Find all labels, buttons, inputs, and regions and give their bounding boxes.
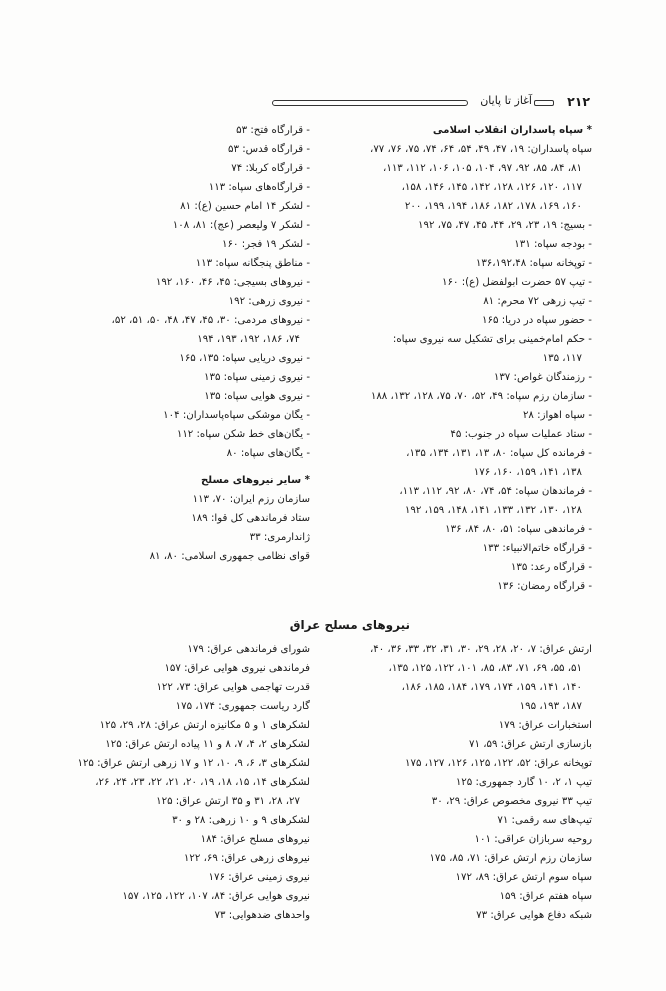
index-entry: - قرارگاه رمضان: ۱۳۶ xyxy=(497,581,592,592)
index-entry: - نیروی هوایی سپاه: ۱۳۵ xyxy=(204,391,310,402)
spacer xyxy=(60,463,310,471)
index-entry: تیپ ۱، ۲، ۱۰ گارد جمهوری: ۱۲۵ xyxy=(455,777,592,788)
header-ornament xyxy=(534,100,554,106)
index-entry: - نیروهای مردمی: ۳۰، ۴۵، ۴۷، ۴۸، ۵۰، ۵۱، ۵۲، xyxy=(111,315,310,326)
index-entry: - لشکر ۱۴ امام حسین (ع): ۸۱ xyxy=(180,201,310,212)
running-title: آغاز تا پایان xyxy=(480,94,532,107)
index-entry: استخبارات عراق: ۱۷۹ xyxy=(498,720,592,731)
index-entry: لشکرهای ۱۴، ۱۵، ۱۸، ۱۹، ۲۰، ۲۱، ۲۲، ۲۳، ۲۴، ۲۶، xyxy=(95,777,310,788)
index-entry: واحدهای ضدهوایی: ۷۳ xyxy=(214,910,310,921)
index-entry: - نیروهای بسیجی: ۴۵، ۴۶، ۱۶۰، ۱۹۲ xyxy=(155,277,310,288)
index-entry: نیروهای زرهی عراق: ۶۹، ۱۲۲ xyxy=(183,853,310,864)
index-entry: فرماندهی نیروی هوایی عراق: ۱۵۷ xyxy=(164,663,310,674)
index-entry: - بودجه سپاه: ۱۳۱ xyxy=(514,239,592,250)
index-entry: گارد ریاست جمهوری: ۱۷۴، ۱۷۵ xyxy=(175,701,310,712)
index-column-right-lower xyxy=(302,640,592,925)
index-entry: - یگان موشکی سپاه‌پاسداران: ۱۰۴ xyxy=(163,410,310,421)
index-entry-continuation: ۱۶۰، ۱۶۹، ۱۷۸، ۱۸۲، ۱۸۶، ۱۹۴، ۱۹۹، ۲۰۰ xyxy=(404,201,582,212)
header-rule xyxy=(272,100,468,106)
index-entry: سپاه سوم ارتش عراق: ۸۹، ۱۷۲ xyxy=(455,872,592,883)
index-entry-continuation: ۱۸۷، ۱۹۳، ۱۹۵ xyxy=(519,701,582,712)
index-entry: بازسازی ارتش عراق: ۵۹، ۷۱ xyxy=(469,739,592,750)
index-entry-continuation: ۱۴۰، ۱۴۱، ۱۵۹، ۱۷۴، ۱۷۹، ۱۸۴، ۱۸۵، ۱۸۶، xyxy=(401,682,582,693)
index-entry: لشکرهای ۳، ۶، ۹، ۱۰، ۱۲ و ۱۷ زرهی ارتش عراق: ۱۲۵ xyxy=(77,758,310,769)
index-entry: - سپاه اهواز: ۲۸ xyxy=(522,410,592,421)
index-entry: توپخانه عراق: ۵۲، ۱۲۲، ۱۲۵، ۱۲۶، ۱۲۷، ۱۷۵ xyxy=(405,758,592,769)
index-entry: ستاد فرماندهی کل قوا: ۱۸۹ xyxy=(191,513,310,524)
index-entry-continuation: ۱۲۸، ۱۳۰، ۱۳۲، ۱۳۳، ۱۴۱، ۱۴۸، ۱۵۹، ۱۹۲ xyxy=(404,505,582,516)
index-entry: - ستاد عملیات سپاه در جنوب: ۴۵ xyxy=(450,429,592,440)
index-entry-continuation: ۲۷، ۲۸، ۳۱ و ۳۵ ارتش عراق: ۱۲۵ xyxy=(156,796,300,807)
index-entry: شبکه دفاع هوایی عراق: ۷۳ xyxy=(476,910,592,921)
section-title-iraqi-forces: نیروهای مسلح عراق xyxy=(289,618,410,632)
index-entry: - رزمندگان غواص: ۱۳۷ xyxy=(493,372,592,383)
index-entry: - نیروی زرهی: ۱۹۲ xyxy=(228,296,310,307)
index-entry: - مناطق پنجگانه سپاه: ۱۱۳ xyxy=(195,258,310,269)
index-entry: - لشکر ۷ ولیعصر (عج): ۸۱، ۱۰۸ xyxy=(172,220,310,231)
index-entry: - یگان‌های خط شکن سپاه: ۱۱۲ xyxy=(176,429,310,440)
index-entry: - یگان‌های سپاه: ۸۰ xyxy=(226,448,310,459)
index-entry: قدرت تهاجمی هوایی عراق: ۷۳، ۱۲۲ xyxy=(156,682,310,693)
index-entry-continuation: ۷۴، ۱۸۶، ۱۹۲، ۱۹۳، ۱۹۴ xyxy=(197,334,300,345)
index-entry: تیپ ۳۳ نیروی مخصوص عراق: ۲۹، ۳۰ xyxy=(431,796,592,807)
index-entry: - فرماندهان سپاه: ۵۴، ۷۴، ۸۰، ۹۲، ۱۱۲، ۱۱۳، xyxy=(399,486,592,497)
index-entry: - فرماندهی سپاه: ۵۱، ۸۰، ۸۴، ۱۳۶ xyxy=(445,524,592,535)
index-entry: - قرارگاه خاتم‌الانبیاء: ۱۳۳ xyxy=(482,543,592,554)
index-entry: لشکرهای ۲، ۴، ۷، ۸ و ۱۱ پیاده ارتش عراق: ۱۲۵ xyxy=(105,739,310,750)
index-entry-continuation: ۸۱، ۸۴، ۸۵، ۹۲، ۹۷، ۱۰۴، ۱۰۵، ۱۰۶، ۱۱۲، ۱۱۳، xyxy=(383,163,582,174)
index-entry: سپاه هفتم عراق: ۱۵۹ xyxy=(499,891,592,902)
index-entry: قوای نظامی جمهوری اسلامی: ۸۰، ۸۱ xyxy=(149,551,310,562)
index-entry-continuation: ۱۳۸، ۱۴۱، ۱۵۹، ۱۶۰، ۱۷۶ xyxy=(473,467,582,478)
page-number: ۲۱۲ xyxy=(567,94,590,109)
index-entry: سازمان رزم ایران: ۷۰، ۱۱۳ xyxy=(192,494,310,505)
index-entry: - سازمان رزم سپاه: ۴۹، ۵۲، ۷۰، ۷۵، ۱۲۸، ۱۳۲، ۱۸۸ xyxy=(370,391,592,402)
index-entry: - نیروی دریایی سپاه: ۱۳۵، ۱۶۵ xyxy=(179,353,310,364)
index-entry-continuation: ۱۱۷، ۱۲۰، ۱۲۶، ۱۲۸، ۱۴۲، ۱۴۵، ۱۴۶، ۱۵۸، xyxy=(401,182,582,193)
index-column-left-upper xyxy=(60,121,310,566)
page-header xyxy=(262,94,590,112)
index-entry: ژاندارمری: ۳۳ xyxy=(249,532,310,543)
index-entry-continuation: ۱۱۷، ۱۳۵ xyxy=(542,353,582,364)
index-entry: لشکرهای ۱ و ۵ مکانیزه ارتش عراق: ۲۸، ۲۹، ۱۲۵ xyxy=(99,720,310,731)
index-entry: نیروهای مسلح عراق: ۱۸۴ xyxy=(200,834,310,845)
index-column-right-upper xyxy=(322,121,592,596)
index-entry: نیروی هوایی عراق: ۸۴، ۱۰۷، ۱۲۲، ۱۲۵، ۱۵۷ xyxy=(122,891,310,902)
index-entry: - تیپ ۵۷ حضرت ابولفضل (ع): ۱۶۰ xyxy=(442,277,592,288)
index-heading: * سایر نیروهای مسلح xyxy=(200,475,310,486)
index-entry: - نیروی زمینی سپاه: ۱۳۵ xyxy=(204,372,310,383)
index-entry: - قرارگاه‌های سپاه: ۱۱۳ xyxy=(208,182,310,193)
index-entry: نیروی زمینی عراق: ۱۷۶ xyxy=(208,872,310,883)
index-entry: - قرارگاه قدس: ۵۳ xyxy=(228,144,310,155)
index-entry: - لشکر ۱۹ فجر: ۱۶۰ xyxy=(222,239,310,250)
index-entry: تیپ‌های سه رقمی: ۷۱ xyxy=(497,815,592,826)
index-entry: ارتش عراق: ۷، ۲۰، ۲۸، ۲۹، ۳۰، ۳۱، ۳۲، ۳۳، ۳۶، ۴۰، xyxy=(369,644,592,655)
index-entry: - بسیج: ۱۹، ۲۳، ۲۹، ۴۴، ۴۵، ۴۷، ۷۵، ۱۹۲ xyxy=(418,220,592,231)
index-entry: لشکرهای ۹ و ۱۰ زرهی: ۲۸ و ۳۰ xyxy=(172,815,310,826)
index-entry: - قرارگاه فتح: ۵۳ xyxy=(236,125,310,136)
index-entry: - توپخانه سپاه: ۱۳۶،۱۹۲،۴۸ xyxy=(475,258,592,269)
index-column-left-lower xyxy=(10,640,310,925)
index-entry: - قرارگاه رعد: ۱۳۵ xyxy=(510,562,592,573)
index-entry: سازمان رزم ارتش عراق: ۷۱، ۸۵، ۱۷۵ xyxy=(429,853,592,864)
index-entry: شورای فرماندهی عراق: ۱۷۹ xyxy=(187,644,310,655)
index-entry: روحیه سربازان عراقی: ۱۰۱ xyxy=(474,834,592,845)
index-entry: - فرمانده کل سپاه: ۸۰، ۱۳، ۱۳۱، ۱۳۴، ۱۳۵، xyxy=(406,448,592,459)
index-entry: - تیپ زرهی ۷۲ محرم: ۸۱ xyxy=(483,296,592,307)
index-entry-continuation: ۵۱، ۵۵، ۶۹، ۷۱، ۸۳، ۸۵، ۱۰۱، ۱۲۲، ۱۲۵، ۱۳۵، xyxy=(388,663,582,674)
index-entry: - قرارگاه کربلا: ۷۴ xyxy=(231,163,310,174)
index-heading: * سپاه پاسداران انقلاب اسلامی xyxy=(432,125,592,136)
index-entry: سپاه پاسداران: ۱۹، ۴۷، ۴۹، ۵۴، ۶۴، ۷۴، ۷۵، ۷۶، ۷۷، xyxy=(370,144,592,155)
index-entry: - حکم امام‌خمینی برای تشکیل سه نیروی سپاه: xyxy=(392,334,592,345)
index-entry: - حضور سپاه در دریا: ۱۶۵ xyxy=(482,315,592,326)
